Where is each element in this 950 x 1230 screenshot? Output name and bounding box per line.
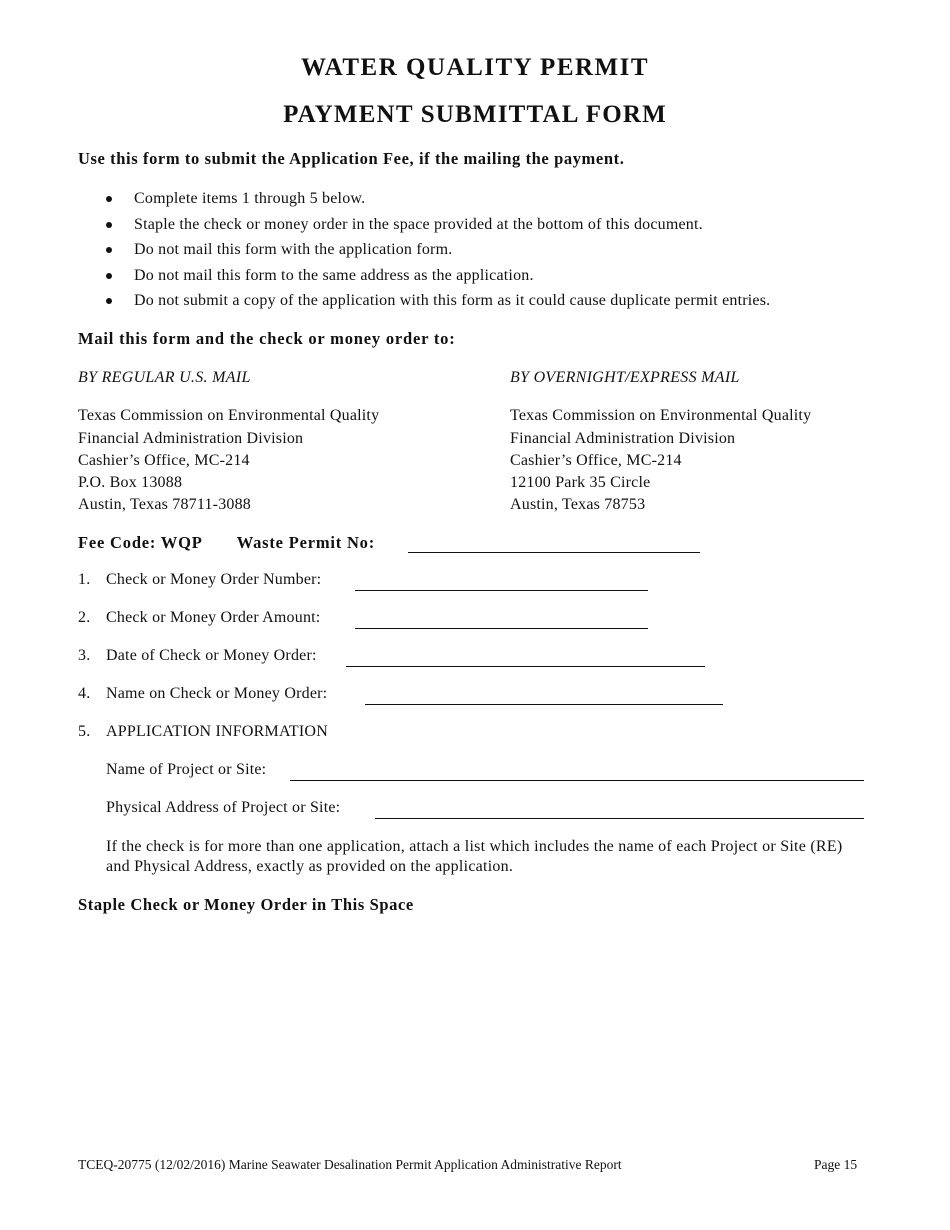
instructions-list (78, 188, 770, 316)
item-number: 3. (78, 647, 91, 664)
fee-code-row (78, 533, 375, 553)
staple-area (78, 930, 863, 1130)
waste-permit-label: Waste Permit No: (236, 533, 376, 552)
item-number: 5. (78, 723, 91, 740)
item-number: 2. (78, 609, 91, 626)
form-subtitle: PAYMENT SUBMITTAL FORM (283, 101, 667, 128)
instruction-item: Do not submit a copy of the application with this form as it could cause duplicate permit entries. (78, 290, 770, 316)
bullet-icon (106, 222, 112, 228)
address-line: P.O. Box 13088 (78, 474, 183, 492)
regular-mail-method: BY REGULAR U.S. MAIL (78, 369, 251, 386)
staple-heading: Staple Check or Money Order in This Space (78, 895, 414, 914)
express-mail-method: BY OVERNIGHT/EXPRESS MAIL (510, 369, 740, 386)
bullet-icon (106, 298, 112, 304)
address-line: Austin, Texas 78711-3088 (78, 496, 252, 514)
project-name-field[interactable] (290, 780, 864, 781)
item-number: 4. (78, 685, 91, 702)
check-date-field[interactable] (346, 666, 705, 667)
address-line: Austin, Texas 78753 (510, 496, 646, 514)
item-number: 1. (78, 571, 91, 588)
check-date-label: Date of Check or Money Order: (106, 647, 317, 664)
physical-address-field[interactable] (375, 818, 864, 819)
check-number-row (78, 571, 321, 589)
waste-permit-field[interactable] (408, 552, 700, 553)
instruction-item: Staple the check or money order in the space provided at the bottom of this document. (78, 214, 770, 240)
page-number: Page 15 (814, 1157, 858, 1172)
mail-heading: Mail this form and the check or money order to: (78, 329, 456, 348)
instruction-item: Do not mail this form to the same address as the application. (78, 265, 770, 291)
check-name-field[interactable] (365, 704, 723, 705)
check-amount-label: Check or Money Order Amount: (106, 609, 321, 626)
bullet-icon (106, 196, 112, 202)
address-line: 12100 Park 35 Circle (510, 474, 651, 492)
check-number-field[interactable] (355, 590, 648, 591)
fee-code-label: Fee Code: WQP (78, 533, 202, 552)
address-line: Texas Commission on Environmental Quality (510, 407, 812, 425)
check-name-label: Name on Check or Money Order: (106, 685, 328, 702)
check-name-row (78, 685, 327, 703)
address-line: Financial Administration Division (510, 429, 736, 447)
check-amount-row (78, 609, 320, 627)
check-number-label: Check or Money Order Number: (106, 571, 322, 588)
check-amount-field[interactable] (355, 628, 648, 629)
project-name-label: Name of Project or Site: (106, 761, 267, 778)
bullet-icon (106, 273, 112, 279)
express-mail-address (510, 367, 811, 517)
regular-mail-address (78, 367, 379, 517)
intro-text: Use this form to submit the Application Fee, if the mailing the payment. (78, 149, 625, 168)
address-line: Cashier’s Office, MC-214 (510, 451, 682, 469)
address-line: Financial Administration Division (78, 429, 304, 447)
bullet-icon (106, 247, 112, 253)
address-line: Cashier’s Office, MC-214 (78, 451, 250, 469)
check-date-row (78, 647, 317, 665)
footer-form-info: TCEQ-20775 (12/02/2016) Marine Seawater Desalination Permit Application Administrative Report (78, 1157, 622, 1172)
physical-address-label: Physical Address of Project or Site: (106, 799, 341, 816)
instruction-item: Complete items 1 through 5 below. (78, 188, 770, 214)
application-info-heading: APPLICATION INFORMATION (106, 723, 328, 740)
application-info-row (78, 723, 328, 741)
multiple-application-note: If the check is for more than one application, attach a list which includes the name of each Project or Site (RE) and Physical Address, exactly as provided on the application. (106, 838, 843, 875)
instruction-item: Do not mail this form with the application form. (78, 239, 770, 265)
page-title: WATER QUALITY PERMIT (300, 54, 650, 81)
address-line: Texas Commission on Environmental Quality (78, 407, 380, 425)
